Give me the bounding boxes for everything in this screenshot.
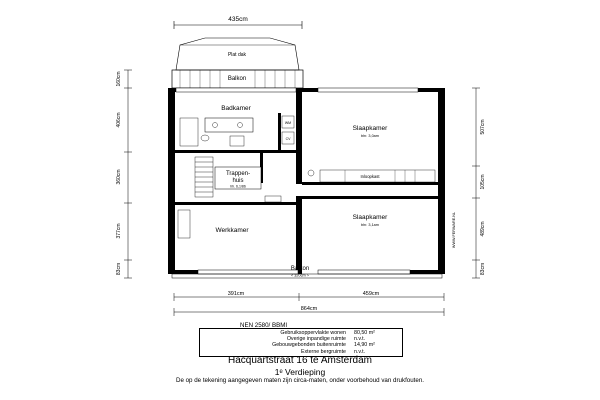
dim-left-3: 360cm	[116, 169, 122, 185]
area-label: Gebouwgebonden buitenruimte	[272, 342, 346, 349]
badkamer	[180, 105, 294, 146]
dim-bottom-total: 864cm	[300, 306, 318, 312]
area-label: Overige inpandige ruimte	[286, 336, 346, 343]
interior-walls	[175, 113, 438, 205]
dim-top-label: 435cm	[228, 16, 248, 23]
inloopkast	[308, 170, 435, 182]
plat-dak	[176, 38, 299, 70]
outer-walls	[168, 88, 445, 274]
cabinet	[230, 136, 244, 146]
area-table	[199, 328, 403, 357]
floor-title: 1ᵉ Verdieping	[274, 367, 326, 377]
dim-bottom-right: 459cm	[362, 291, 380, 297]
area-value: 14,90 m²	[354, 342, 375, 349]
dim-left-5: 83cm	[116, 262, 122, 276]
sink-icon	[213, 123, 218, 128]
dimension-right	[472, 88, 480, 278]
watermark: WWW.FERWARE.NL	[452, 211, 456, 249]
toilet-icon	[201, 135, 209, 141]
slaapkamer-1-sub: bhr. 3,0am	[361, 134, 379, 138]
wm-label: WM	[284, 121, 292, 125]
slaapkamer-1-label: Slaapkamer	[352, 125, 388, 132]
dimension-left	[124, 70, 132, 278]
slaapkamer-2	[353, 214, 389, 227]
radiator	[265, 196, 281, 202]
area-label: Externe bergruimte	[300, 348, 346, 355]
address-title: Hacquartstraat 16 te Amsterdam	[228, 355, 372, 366]
area-value: n.v.t.	[354, 336, 366, 343]
werkkamer-label: Werkkamer	[215, 227, 249, 234]
trappenhuis	[195, 157, 281, 202]
balkon-top	[172, 70, 303, 88]
sink-icon	[238, 123, 243, 128]
nen-title: NEN 2580/ BBMI	[240, 322, 288, 329]
area-value: n.v.t.	[354, 348, 366, 355]
trappenhuis-label-1: Trappen-	[225, 171, 251, 177]
area-row	[202, 349, 400, 355]
cv-label: CV	[285, 137, 291, 141]
area-value: 80,50 m²	[354, 330, 375, 336]
shower	[180, 118, 198, 146]
slaapkamer-2-label: Slaapkamer	[352, 214, 388, 221]
disclaimer: De op de tekening aangegeven maten zijn circa-maten, onder voorbehoud van drukfouten.	[175, 377, 424, 384]
dim-right-2: 105cm	[480, 174, 486, 190]
balkon-top-label: Balkon	[227, 76, 247, 82]
dim-left-4: 377cm	[116, 223, 122, 239]
dim-left-2: 406cm	[116, 112, 122, 128]
dimension-bottom	[174, 293, 444, 316]
werkkamer	[178, 210, 249, 238]
slaapkamer-1	[353, 125, 389, 138]
plat-dak-label: Plat dak	[227, 52, 247, 58]
dim-right-3: 489cm	[480, 221, 486, 237]
dim-left-1: 160cm	[116, 71, 122, 87]
dim-bottom-left: 391cm	[227, 291, 245, 297]
balkon-bottom-label: Balkon	[290, 266, 310, 272]
area-label: Gebruiksoppervlakte wonen	[280, 330, 346, 336]
trappenhuis-label-2: huis	[232, 178, 244, 184]
dim-right-4: 83cm	[480, 262, 486, 276]
dimension-top	[174, 16, 302, 29]
sink-icon	[308, 170, 314, 176]
bath-tub	[205, 118, 253, 132]
inloopkast-label: Inloopkast	[360, 174, 380, 179]
trappenhuis-sub: hh. 6,1/86	[230, 184, 246, 189]
cabinet	[178, 210, 190, 238]
balkon-bottom-sub: < 320cm >	[291, 273, 309, 278]
dim-right-1: 507cm	[480, 119, 486, 135]
slaapkamer-2-sub: bhr. 3,1am	[361, 223, 379, 227]
badkamer-label: Badkamer	[221, 105, 251, 112]
